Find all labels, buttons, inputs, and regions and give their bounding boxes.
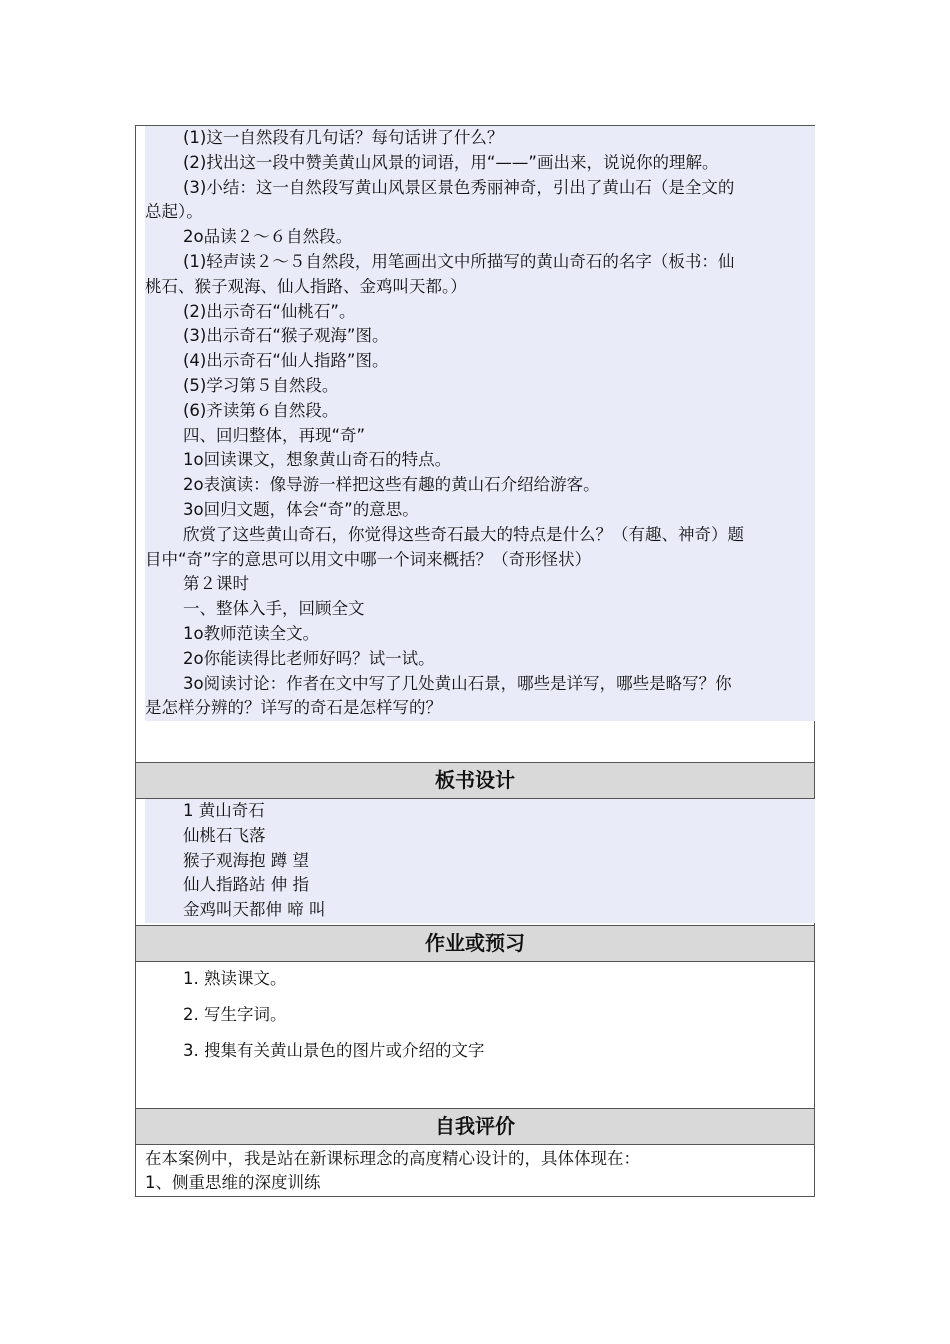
board-design-header [136,762,814,799]
board-design-section [136,799,814,925]
lesson-line: 四、回归整体，再现“奇” [145,424,815,449]
lesson-line: 2o你能读得比老师好吗？试一试。 [145,647,815,672]
lesson-line: (4)出示奇石“仙人指路”图。 [145,349,815,374]
lesson-line: 欣赏了这些黄山奇石，你觉得这些奇石最大的特点是什么？（有趣、神奇）题 [145,523,815,548]
lesson-line: 总起）。 [145,200,815,225]
lesson-line: (3)出示奇石“猴子观海”图。 [145,324,815,349]
self-eval-line: 1、侧重思维的深度训练 [145,1173,321,1192]
self-eval-line: 在本案例中，我是站在新课标理念的高度精心设计的，具体体现在： [145,1149,640,1168]
lesson-line: 一、整体入手，回顾全文 [145,597,815,622]
lesson-line: (6)齐读第６自然段。 [145,399,815,424]
self-eval-header [136,1108,814,1145]
lesson-line: 是怎样分辨的？详写的奇石是怎样写的？ [145,696,815,721]
lesson-process-section [136,126,814,762]
lesson-line: 2o表演读：像导游一样把这些有趣的黄山石介绍给游客。 [145,473,815,498]
homework-header [136,925,814,962]
lesson-line: 2o品读２～６自然段。 [145,225,815,250]
lesson-line: (1)轻声读２～５自然段，用笔画出文中所描写的黄山奇石的名字（板书：仙 [145,250,815,275]
lesson-line: 桃石、猴子观海、仙人指路、金鸡叫天都。） [145,275,815,300]
lesson-lines [145,126,815,721]
homework-item: 2. 写生字词。 [183,1005,287,1024]
board-line: 猴子观海抱 蹲 望 [145,849,815,874]
lesson-line: (3)小结：这一自然段写黄山风景区景色秀丽神奇，引出了黄山石（是全文的 [145,176,815,201]
homework-section [136,962,814,1108]
homework-item: 1. 熟读课文。 [183,969,287,988]
homework-item: 3. 搜集有关黄山景色的图片或介绍的文字 [183,1041,485,1060]
board-design-title: 板书设计 [435,768,515,792]
board-lines [145,799,815,923]
lesson-line: 目中“奇”字的意思可以用文中哪一个词来概括？（奇形怪状） [145,548,815,573]
lesson-line: (2)出示奇石“仙桃石”。 [145,300,815,325]
lesson-line: (2)找出这一段中赞美黄山风景的词语，用“——”画出来，说说你的理解。 [145,151,815,176]
homework-title: 作业或预习 [425,931,525,955]
lesson-line: 3o阅读讨论：作者在文中写了几处黄山石景，哪些是详写，哪些是略写？你 [145,672,815,697]
lesson-line: 第２课时 [145,572,815,597]
board-line: 仙人指路站 伸 指 [145,873,815,898]
lesson-line: 3o回归文题，体会“奇”的意思。 [145,498,815,523]
self-eval-section [136,1145,814,1197]
lesson-plan-table [135,125,815,1197]
self-eval-title: 自我评价 [435,1114,515,1138]
lesson-line: (1)这一自然段有几句话？每句话讲了什么？ [145,126,815,151]
lesson-line: 1o教师范读全文。 [145,622,815,647]
board-line: 金鸡叫天都伸 啼 叫 [145,898,815,923]
lesson-line: 1o回读课文，想象黄山奇石的特点。 [145,448,815,473]
lesson-line: (5)学习第５自然段。 [145,374,815,399]
board-line: 仙桃石飞落 [145,824,815,849]
board-line: 1 黄山奇石 [145,799,815,824]
